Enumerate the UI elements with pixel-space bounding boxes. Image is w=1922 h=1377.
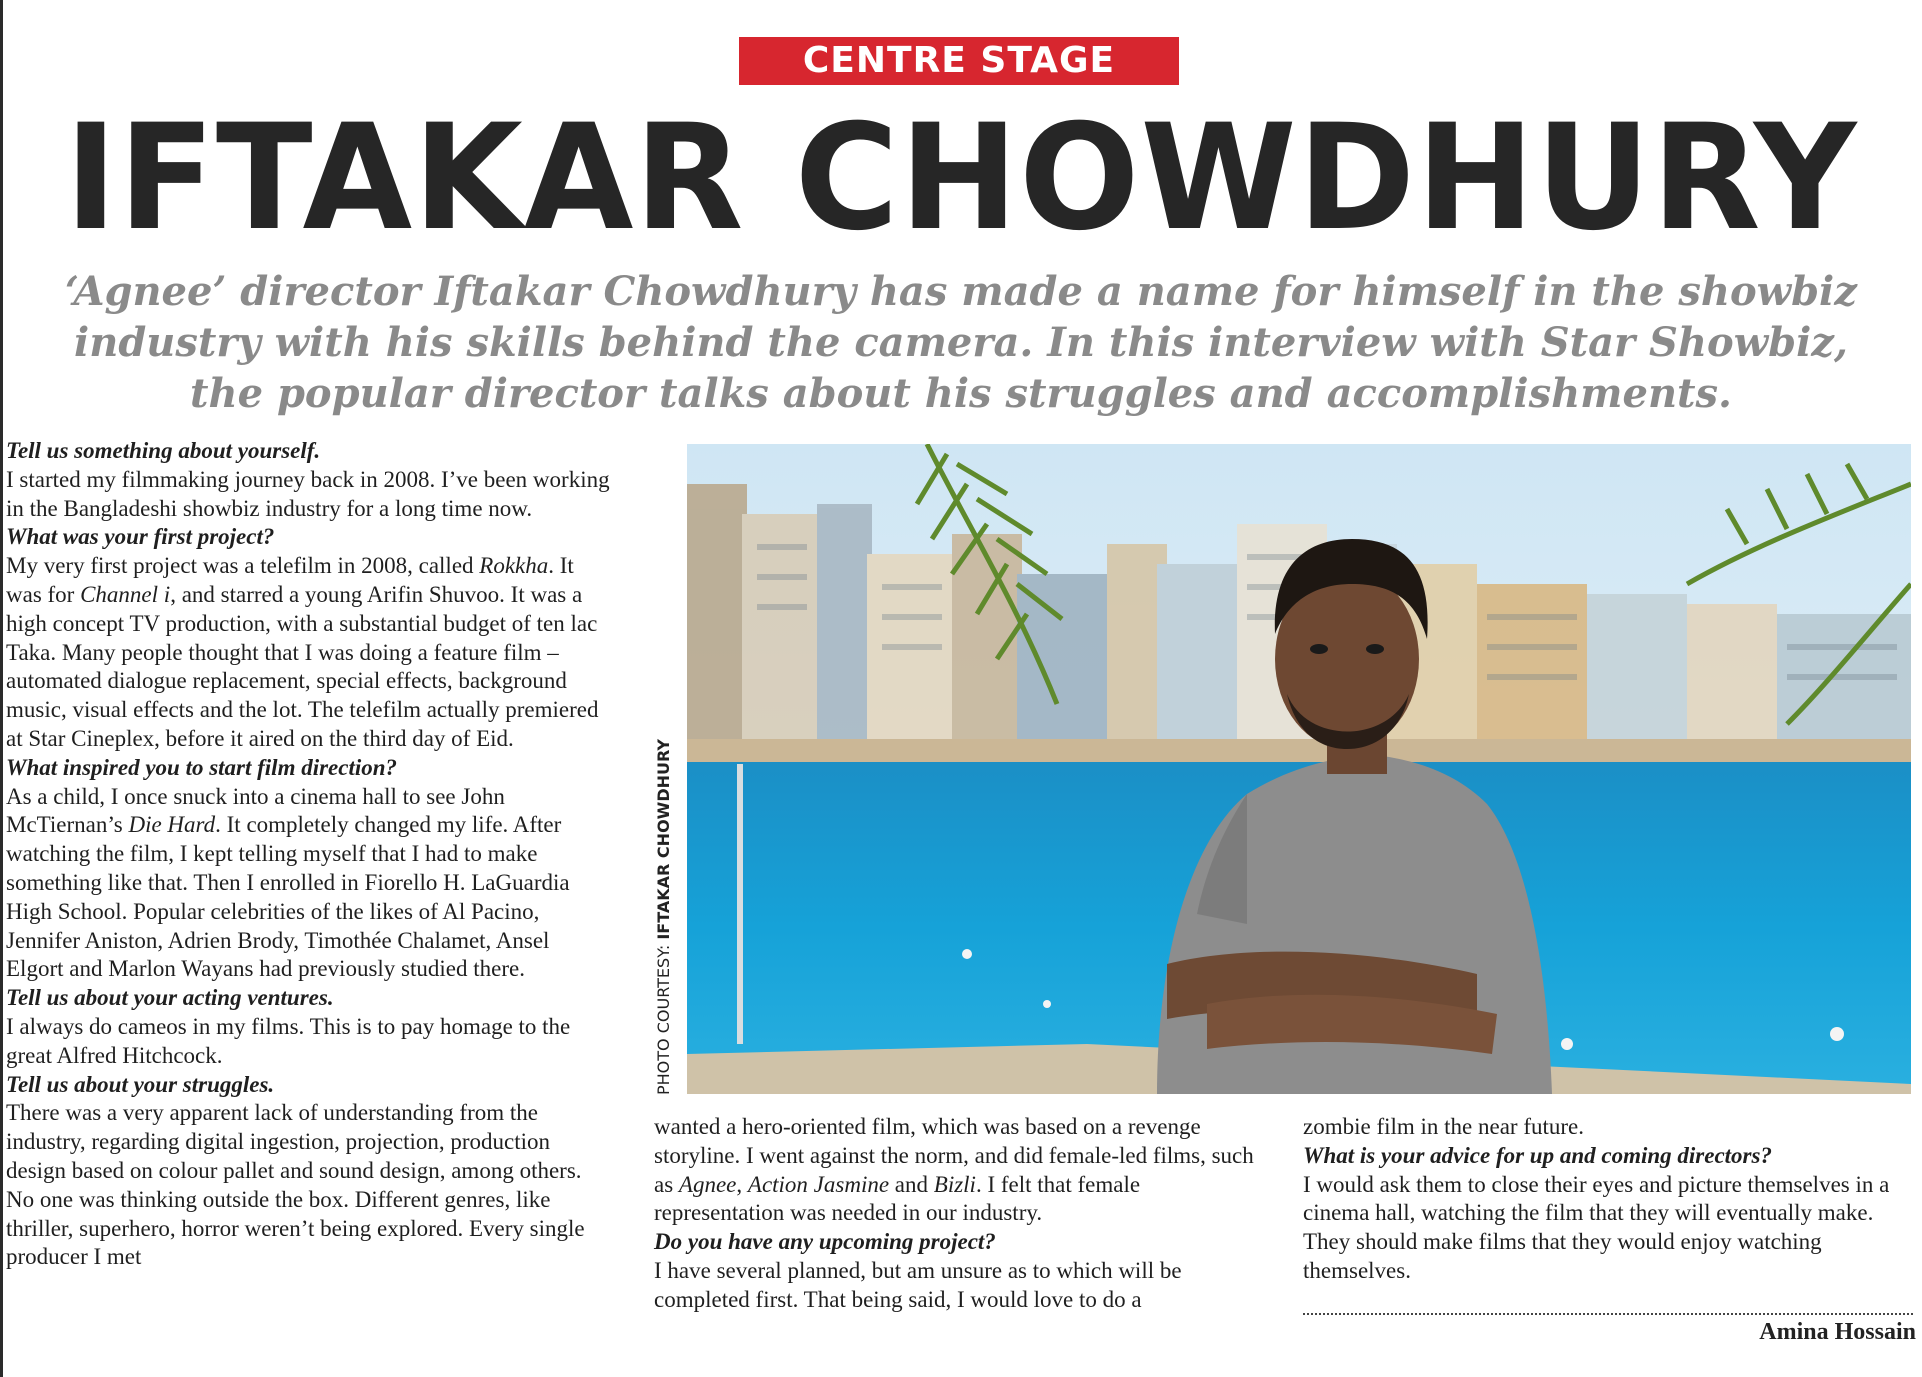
answer: I started my filmmaking journey back in 2008. I’ve been working in the Bangladeshi showbiz industry for a long time now.	[6, 466, 610, 521]
question: What was your first project?	[6, 524, 275, 550]
film-title: Agnee	[678, 1171, 737, 1197]
answer: There was a very apparent lack of understanding from the industry, regarding digital ingestion, projection, production design based on colour pallet and sound design, among others. No one was thinking outside the box. Different genres, like thriller, superhero, horror weren’t being explored. Every single producer I met	[6, 1100, 585, 1270]
portrait-photo	[687, 444, 1911, 1094]
question: What is your advice for up and coming directors?	[1303, 1142, 1772, 1168]
answer: I would ask them to close their eyes and picture themselves in a cinema hall, watching the film that they will eventually make. They should make films that they would enjoy watching themselves.	[1303, 1171, 1890, 1283]
answer: I always do cameos in my films. This is to pay homage to the great Alfred Hitchcock.	[6, 1013, 571, 1068]
photo-illustration	[687, 444, 1911, 1094]
article-column-1	[6, 437, 610, 1272]
question: Tell us about your struggles.	[6, 1071, 275, 1097]
film-title: Rokkha	[479, 553, 549, 579]
film-title: Action Jasmine	[747, 1171, 890, 1197]
question: Tell us about your acting ventures.	[6, 985, 334, 1011]
channel-name: Channel i	[80, 581, 171, 607]
film-title: Die Hard	[128, 812, 216, 838]
answer: As a child, I once snuck into a cinema hall to see John McTiernan’s Die Hard. It completely changed my life. After watching the film, I kept telling myself that I had to make something like that. Then I enrolled in Fiorello H. LaGuardia High School. Popular celebrities of the likes of Al Pacino, Jennifer Aniston, Adrien Brody, Timothée Chalamet, Ansel Elgort and Marlon Wayans had previously studied there.	[6, 783, 570, 982]
photo-credit: PHOTO COURTESY: IFTAKAR CHOWDHURY	[654, 738, 673, 1095]
headline: IFTAKAR CHOWDHURY	[64, 93, 1858, 263]
byline-divider	[1303, 1313, 1913, 1315]
article-column-2	[654, 1113, 1274, 1315]
page-edge-rule	[0, 0, 3, 1377]
answer: I have several planned, but am unsure as to which will be completed first. That being said, I would love to do a	[654, 1257, 1182, 1312]
section-kicker: CENTRE STAGE	[739, 37, 1179, 85]
article-column-3	[1303, 1113, 1913, 1286]
answer: My very first project was a telefilm in 2008, called Rokkha. It was for Channel i, and starred a young Arifin Shuvoo. It was a high concept TV production, with a substantial budget of ten lac Taka. Many people thought that I was doing a feature film – automated dialogue replacement, special effects, background music, visual effects and the lot. The telefilm actually premiered at Star Cineplex, before it aired on the third day of Eid.	[6, 553, 599, 751]
question: Do you have any upcoming project?	[654, 1229, 996, 1255]
byline: Amina Hossain	[1759, 1319, 1916, 1345]
answer: wanted a hero-oriented film, which was based on a revenge storyline. I went against the norm, and did female-led films, such as Agnee, Action Jasmine and Bizli. I felt that female representation was needed in our industry.	[654, 1114, 1254, 1226]
film-title: Bizli	[933, 1171, 976, 1197]
answer: zombie film in the near future.	[1303, 1114, 1585, 1139]
question: Tell us something about yourself.	[6, 438, 321, 463]
question: What inspired you to start film direction?	[6, 754, 398, 780]
standfirst: ‘Agnee’ director Iftakar Chowdhury has made a name for himself in the showbiz industry with his skills behind the camera. In this interview with Star Showbiz, the popular director talks about his struggles and accomplishments.	[65, 268, 1857, 417]
